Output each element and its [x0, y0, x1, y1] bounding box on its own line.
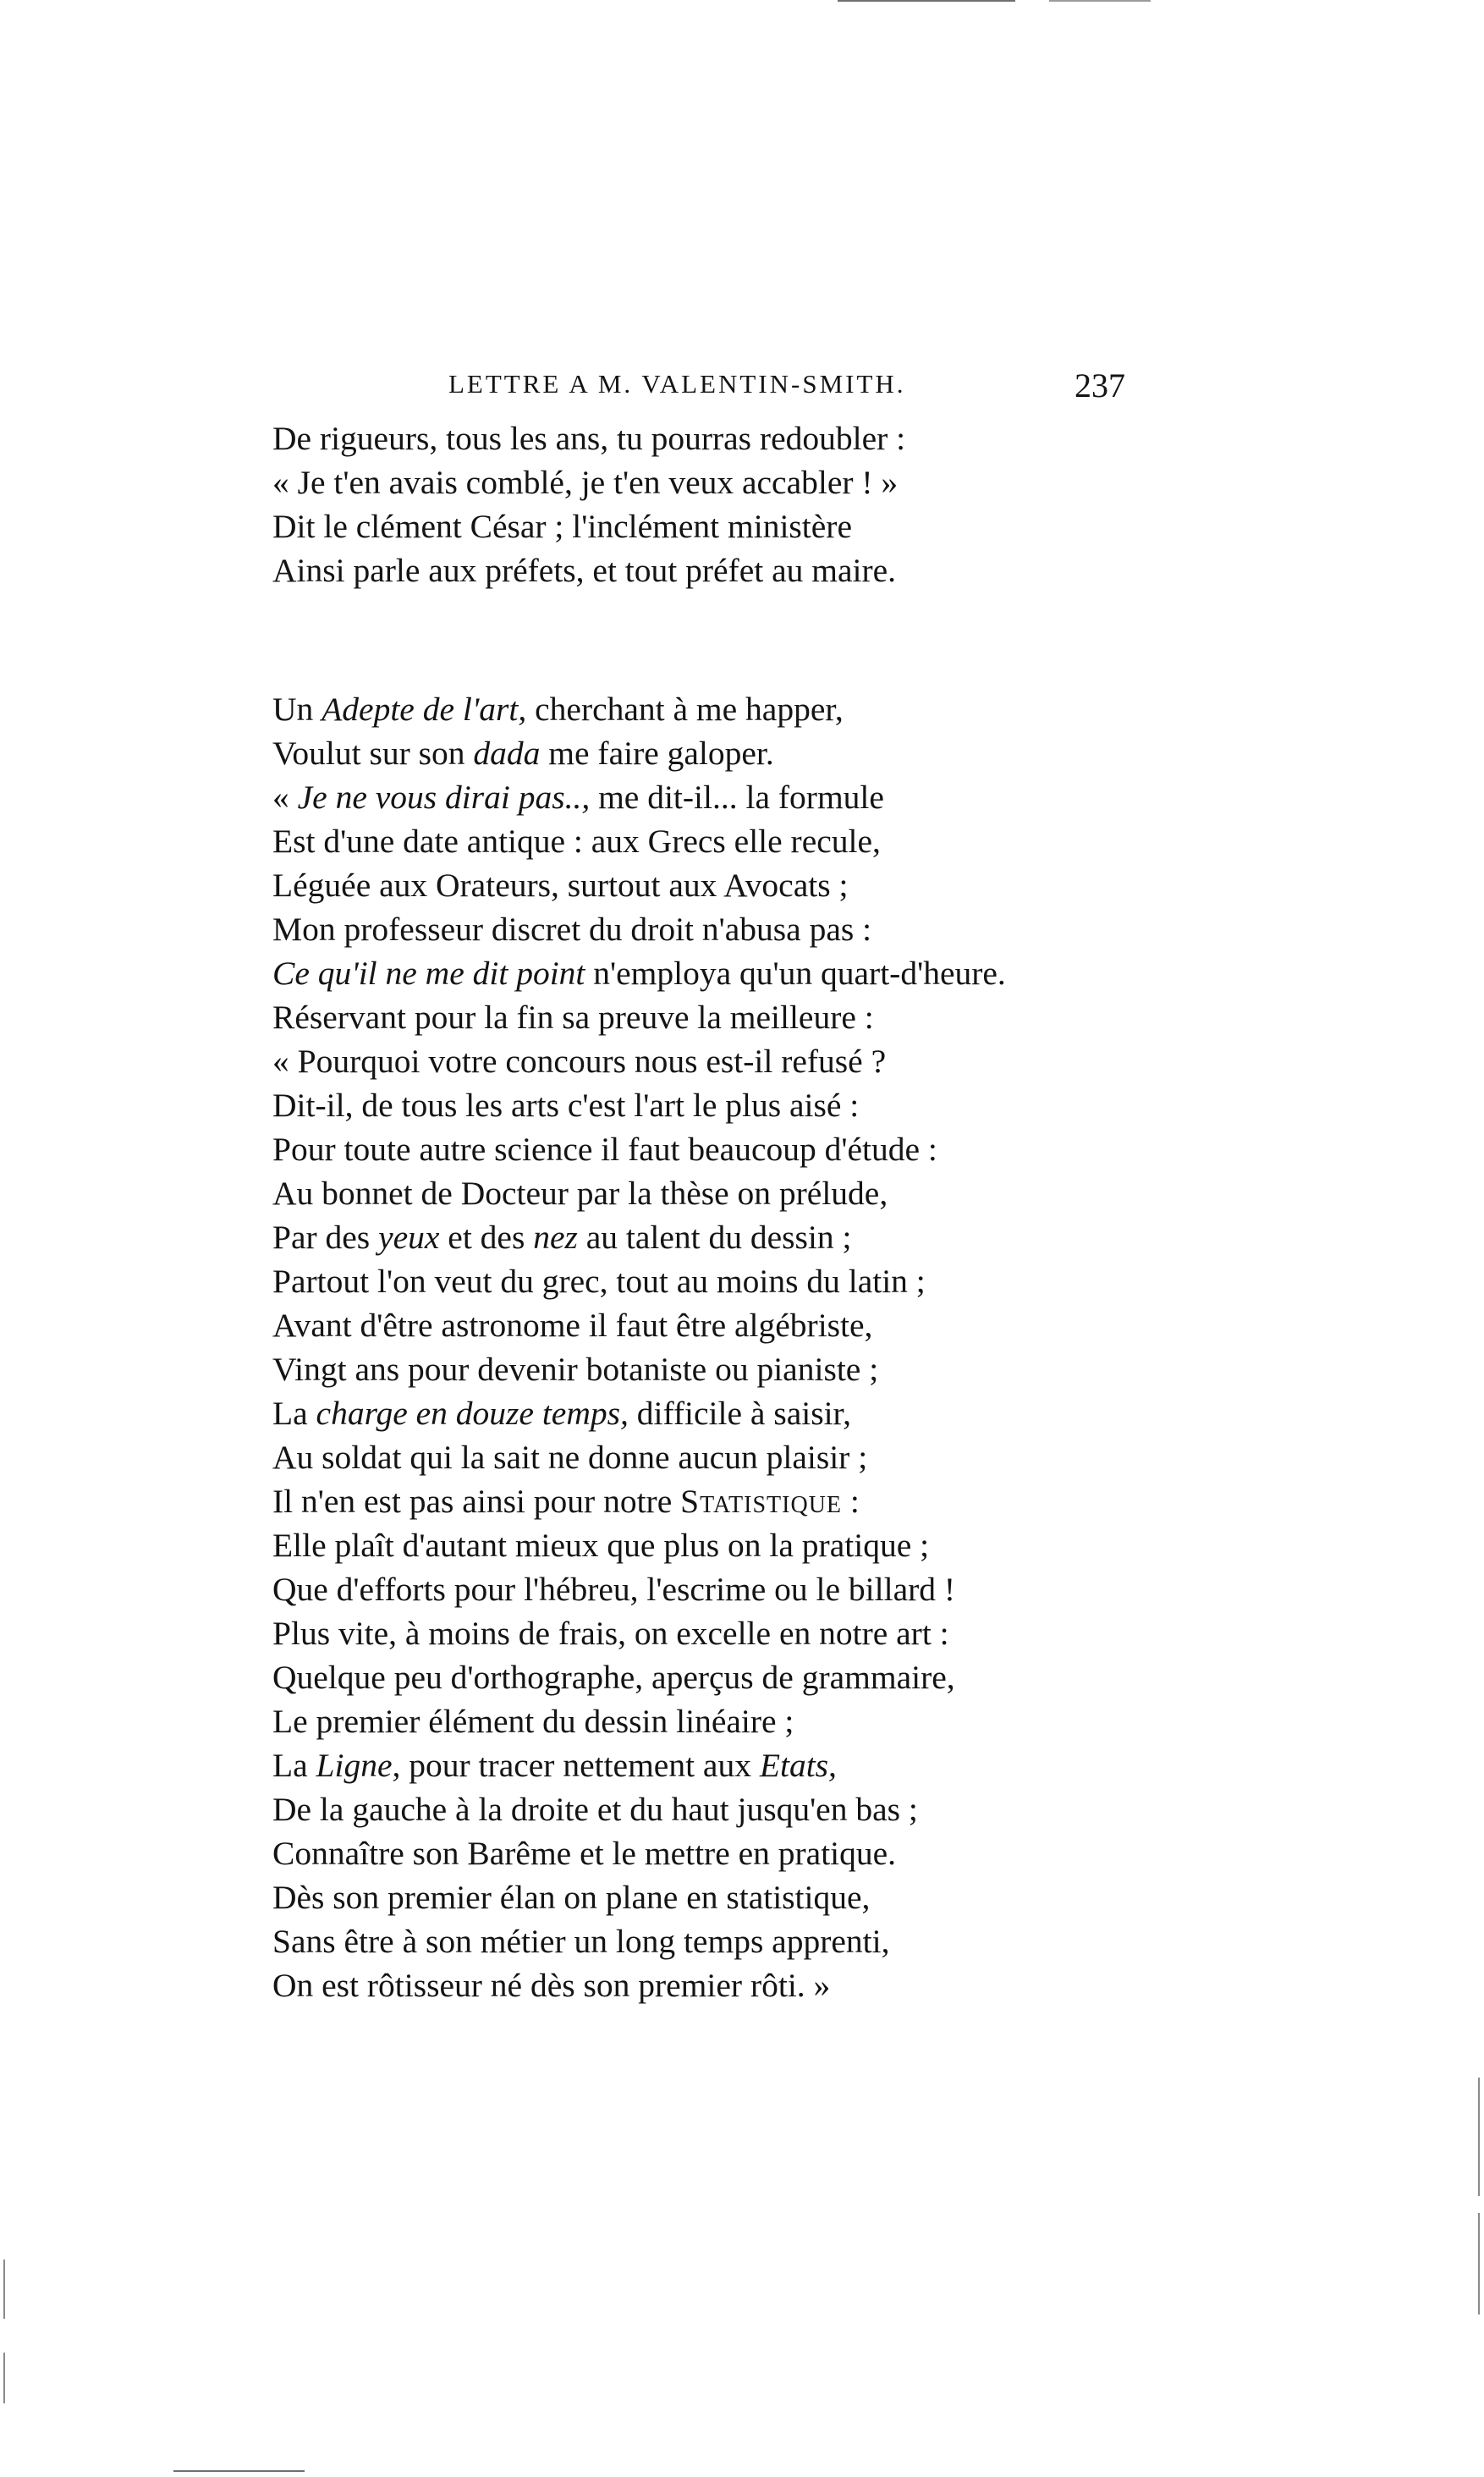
verse-line — [272, 1831, 1118, 1875]
verse-text: Au bonnet de Docteur par la thèse on prélude, — [272, 1175, 888, 1212]
verse-line — [272, 1479, 1118, 1523]
italic-text: Etats, — [759, 1747, 837, 1784]
verse-text: « Je t'en avais comblé, je t'en veux accabler ! » — [272, 464, 899, 501]
page-header — [254, 366, 1125, 420]
verse-line — [272, 1611, 1118, 1655]
verse-text: Léguée aux Orateurs, surtout aux Avocats ; — [272, 867, 849, 904]
verse-text: Connaître son Barême et le mettre en pratique. — [272, 1835, 897, 1872]
verse-line — [272, 687, 1118, 731]
verse-text: cherchant à me happer, — [526, 691, 844, 728]
verse-text: La — [272, 1747, 316, 1784]
verse-text: Partout l'on veut du grec, tout au moins du latin ; — [272, 1263, 926, 1300]
verse-text: difficile à saisir, — [628, 1395, 851, 1432]
italic-text: Ce qu'il ne me dit point — [272, 955, 585, 992]
verse-text: Quelque peu d'orthographe, aperçus de grammaire, — [272, 1659, 955, 1696]
page-number: 237 — [1075, 366, 1125, 405]
verse-text: Elle plaît d'autant mieux que plus on la pratique ; — [272, 1527, 930, 1564]
verse-line — [272, 1259, 1118, 1303]
scan-mark-bottom — [173, 2470, 305, 2472]
verse-line — [272, 1171, 1118, 1215]
italic-text: nez — [533, 1219, 578, 1256]
verse-text: Dit le clément César ; l'inclément ministère — [272, 508, 852, 545]
small-caps-text: Statistique — [680, 1483, 843, 1520]
verse-line — [272, 863, 1118, 907]
verse-line — [272, 1743, 1118, 1787]
running-head: LETTRE A M. VALENTIN-SMITH. — [448, 369, 906, 399]
verse-text: « — [272, 779, 298, 816]
scan-edge-left — [3, 2260, 5, 2319]
verse-line — [272, 1083, 1118, 1127]
scan-edge-right — [1478, 2078, 1480, 2196]
verse-text: Vingt ans pour devenir botaniste ou pianiste ; — [272, 1351, 879, 1388]
verse-text: Un — [272, 691, 322, 728]
verse-line — [272, 951, 1118, 995]
verse-text: « Pourquoi votre concours nous est-il refusé ? — [272, 1043, 887, 1080]
verse-text: De la gauche à la droite et du haut jusqu'en bas ; — [272, 1791, 918, 1828]
scan-mark-top-right — [1049, 0, 1151, 2]
verse-text: Dès son premier élan on plane en statistique, — [272, 1879, 871, 1916]
verse-text: : — [842, 1483, 860, 1520]
italic-text: yeux — [378, 1219, 440, 1256]
italic-text: Je ne vous dirai pas.., — [297, 779, 591, 816]
verse-text: Le premier élément du dessin linéaire ; — [272, 1703, 794, 1740]
verse-text: Sans être à son métier un long temps apprenti, — [272, 1923, 890, 1960]
verse-text: Réservant pour la fin sa preuve la meilleure : — [272, 999, 874, 1036]
verse-line — [272, 1787, 1118, 1831]
verse-line — [272, 731, 1118, 775]
verse-line — [272, 819, 1118, 863]
scan-edge-left-lower — [3, 2353, 5, 2403]
verse-line — [272, 1391, 1118, 1435]
verse-line — [272, 1699, 1118, 1743]
verse-text: me faire galoper. — [540, 735, 774, 772]
verse-text: me dit-il... la formule — [590, 779, 884, 816]
verse-line — [272, 907, 1118, 951]
verse-line — [272, 1435, 1118, 1479]
verse-line — [272, 1039, 1118, 1083]
stanza-1 — [272, 416, 1118, 592]
verse-line — [272, 995, 1118, 1039]
verse-line — [272, 548, 1118, 592]
verse-text: De rigueurs, tous les ans, tu pourras redoubler : — [272, 420, 906, 457]
stanza-2 — [272, 687, 1118, 2007]
verse-text: Que d'efforts pour l'hébreu, l'escrime ou le billard ! — [272, 1571, 956, 1608]
italic-text: dada — [473, 735, 541, 772]
verse-text: Dit-il, de tous les arts c'est l'art le plus aisé : — [272, 1087, 860, 1124]
verse-line — [272, 1567, 1118, 1611]
verse-line — [272, 416, 1118, 460]
verse-line — [272, 1919, 1118, 1963]
verse-text: La — [272, 1395, 316, 1432]
verse-line — [272, 1127, 1118, 1171]
verse-line — [272, 1875, 1118, 1919]
verse-text: Au soldat qui la sait ne donne aucun plaisir ; — [272, 1439, 868, 1476]
verse-text: Avant d'être astronome il faut être algébriste, — [272, 1307, 873, 1344]
verse-text: Mon professeur discret du droit n'abusa pas : — [272, 911, 872, 948]
verse-text: n'employa qu'un quart-d'heure. — [585, 955, 1006, 992]
verse-text: Il n'en est pas ainsi pour notre — [272, 1483, 681, 1520]
italic-text: Adepte de l'art, — [322, 691, 527, 728]
italic-text: Ligne, — [316, 1747, 401, 1784]
verse-line — [272, 1655, 1118, 1699]
verse-text: pour tracer nettement aux — [400, 1747, 760, 1784]
verse-text: Plus vite, à moins de frais, on excelle en notre art : — [272, 1615, 949, 1652]
verse-text: Voulut sur son — [272, 735, 474, 772]
verse-line — [272, 1523, 1118, 1567]
italic-text: charge en douze temps, — [316, 1395, 629, 1432]
verse-line — [272, 1347, 1118, 1391]
verse-text: et des — [439, 1219, 534, 1256]
verse-line — [272, 1963, 1118, 2007]
scan-mark-top — [838, 0, 1015, 2]
verse-text: On est rôtisseur né dès son premier rôti. » — [272, 1967, 831, 2004]
verse-text: Pour toute autre science il faut beaucoup d'étude : — [272, 1131, 937, 1168]
verse-line — [272, 1303, 1118, 1347]
verse-text: Par des — [272, 1219, 379, 1256]
verse-text: au talent du dessin ; — [577, 1219, 852, 1256]
scan-edge-right-lower — [1478, 2213, 1480, 2315]
verse-line — [272, 775, 1118, 819]
verse-line — [272, 504, 1118, 548]
verse-text: Ainsi parle aux préfets, et tout préfet au maire. — [272, 552, 897, 589]
verse-line — [272, 1215, 1118, 1259]
verse-text: Est d'une date antique : aux Grecs elle recule, — [272, 823, 881, 860]
verse-line — [272, 460, 1118, 504]
